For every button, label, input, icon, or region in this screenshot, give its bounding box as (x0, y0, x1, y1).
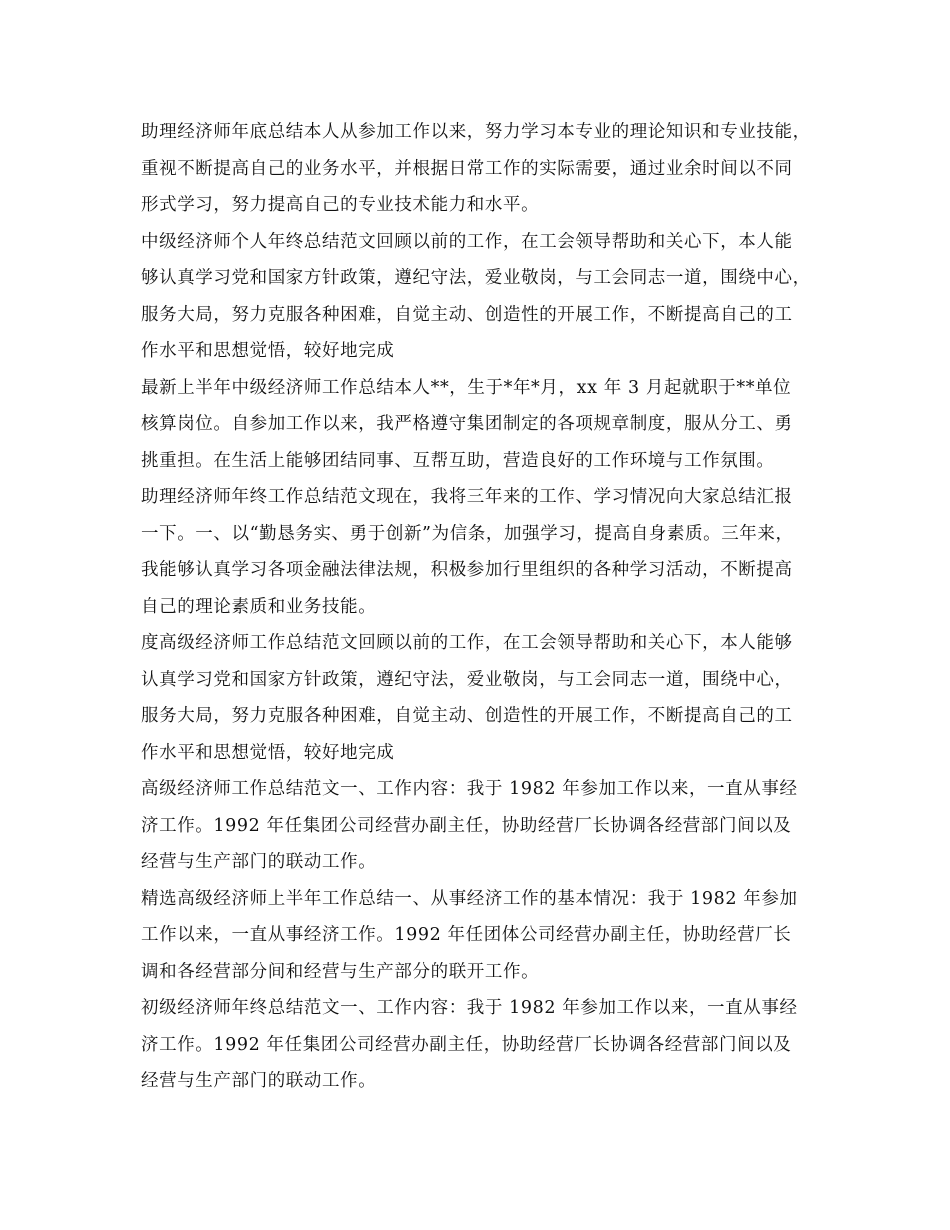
text-line: 高级经济师工作总结范文一、工作内容：我于 1982 年参加工作以来，一直从事经 (141, 779, 798, 799)
text-line: 认真学习党和国家方针政策，遵纪守法，爱业敬岗，与工会同志一道，围绕中心， (141, 669, 793, 690)
paragraph (141, 881, 841, 991)
text-line: 服务大局，努力克服各种困难，自觉主动、创造性的开展工作，不断提高自己的工 (141, 706, 793, 726)
text-line: 初级经济师年终总结范文一、工作内容：我于 1982 年参加工作以来，一直从事经 (141, 998, 798, 1018)
text-line: 作水平和思想觉悟，较好地完成 (141, 341, 395, 361)
text-line: 精选高级经济师上半年工作总结一、从事经济工作的基本情况：我于 1982 年参加 (141, 888, 798, 909)
text-line: 度高级经济师工作总结范文回顾以前的工作，在工会领导帮助和关心下，本人能够 (141, 633, 793, 653)
text-line: 经营与生产部门的联动工作。 (141, 1071, 377, 1091)
text-line: 济工作。1992 年任集团公司经营办副主任，协助经营厂长协调各经营部门间以及 (141, 815, 792, 836)
text-line: 形式学习，努力提高自己的专业技术能力和水平。 (141, 195, 540, 215)
text-line: 够认真学习党和国家方针政策，遵纪守法，爱业敬岗，与工会同志一道，围绕中心， (141, 268, 811, 288)
text-line: 核算岗位。自参加工作以来，我严格遵守集团制定的各项规章制度，服从分工、勇 (141, 414, 793, 434)
text-line: 助理经济师年底总结本人从参加工作以来，努力学习本专业的理论知识和专业技能， (141, 122, 811, 142)
text-line: 工作以来，一直从事经济工作。1992 年任团体公司经营办副主任，协助经营厂长 (141, 925, 792, 945)
text-line: 我能够认真学习各项金融法律法规，积极参加行里组织的各种学习活动，不断提高 (141, 560, 793, 580)
text-line: 最新上半年中级经济师工作总结本人**，生于*年*月，xx 年 3 月起就职于**单位 (141, 377, 792, 398)
paragraph (141, 625, 841, 771)
paragraph (141, 114, 841, 224)
text-line: 一下。一、以“勤恳务实、勇于创新”为信条，加强学习，提高自身素质。三年来， (141, 523, 794, 544)
paragraph (141, 771, 841, 881)
text-line: 作水平和思想觉悟，较好地完成 (141, 742, 395, 763)
text-line: 济工作。1992 年任集团公司经营办副主任，协助经营厂长协调各经营部门间以及 (141, 1034, 792, 1055)
text-line: 调和各经营部分间和经营与生产部分的联开工作。 (141, 961, 540, 982)
paragraph (141, 990, 841, 1100)
paragraph (141, 479, 841, 625)
document-body (141, 114, 841, 1100)
text-line: 重视不断提高自己的业务水平，并根据日常工作的实际需要，通过业余时间以不同 (141, 158, 793, 179)
text-line: 自己的理论素质和业务技能。 (141, 596, 377, 617)
text-line: 服务大局，努力克服各种困难，自觉主动、创造性的开展工作，不断提高自己的工 (141, 304, 793, 325)
text-line: 经营与生产部门的联动工作。 (141, 852, 377, 872)
paragraph (141, 370, 841, 480)
text-line: 中级经济师个人年终总结范文回顾以前的工作，在工会领导帮助和关心下，本人能 (141, 231, 793, 252)
text-line: 助理经济师年终工作总结范文现在，我将三年来的工作、学习情况向大家总结汇报 (141, 487, 793, 507)
paragraph (141, 224, 841, 370)
text-line: 挑重担。在生活上能够团结同事、互帮互助，营造良好的工作环境与工作氛围。 (141, 450, 775, 471)
